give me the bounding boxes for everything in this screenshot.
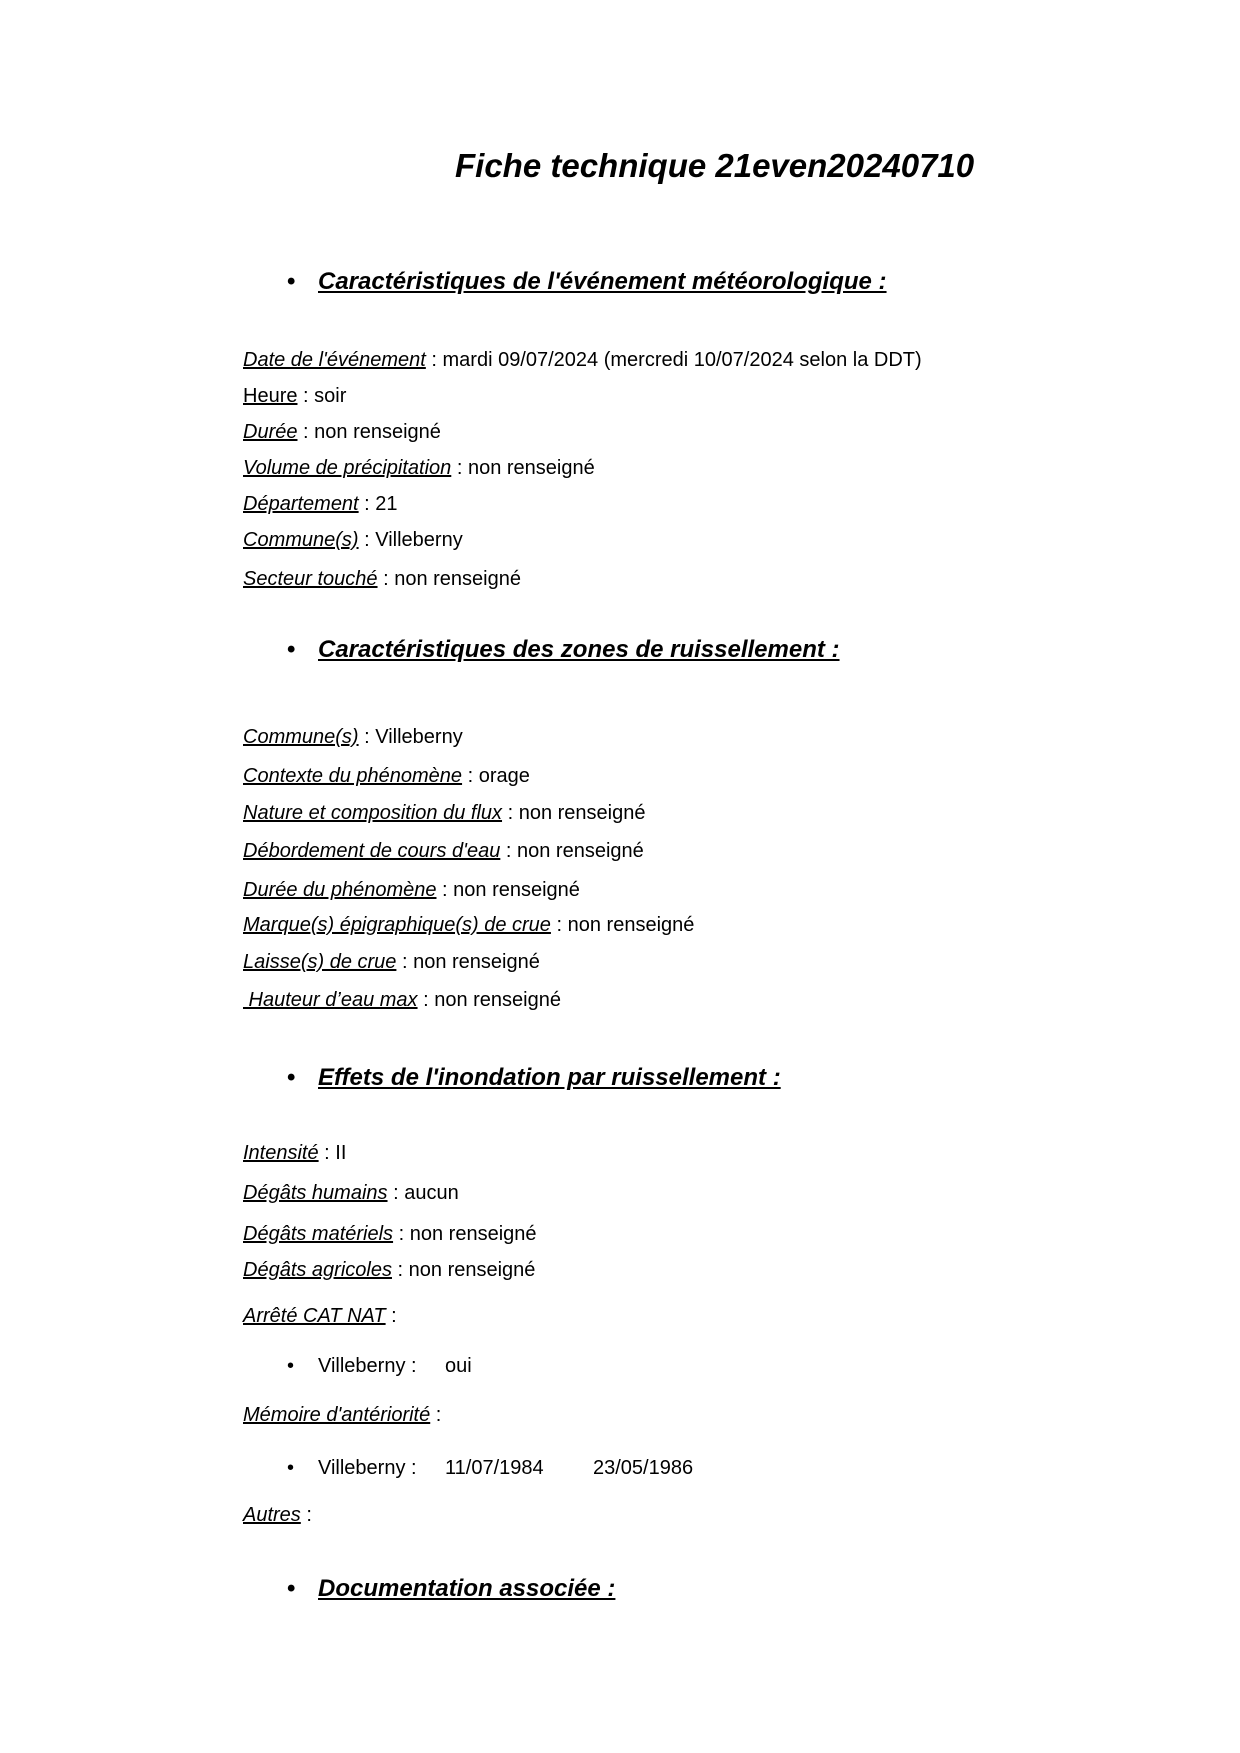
bullet: • [287, 1457, 295, 1479]
bullet: • [287, 636, 296, 663]
field-secteur: Secteur touché : non renseigné [243, 568, 521, 590]
field-communes: Commune(s) : Villeberny [243, 529, 463, 551]
field-memoire: Mémoire d'antériorité : [243, 1404, 442, 1426]
field-duree: Durée : non renseigné [243, 421, 441, 443]
field-communes-zone: Commune(s) : Villeberny [243, 726, 463, 748]
bullet: • [287, 268, 296, 295]
field-catnat: Arrêté CAT NAT : [243, 1305, 397, 1327]
field-date: Date de l'événement : mardi 09/07/2024 (mercredi 10/07/2024 selon la DDT) [243, 349, 922, 371]
catnat-item: • Villeberny : oui [287, 1355, 472, 1377]
memoire-item: • Villeberny : 11/07/1984 23/05/1986 [287, 1457, 694, 1479]
section-heading-effects: • Effets de l'inondation par ruissellement : [287, 1062, 781, 1094]
field-departement: Département : 21 [243, 493, 398, 515]
bullet: • [287, 1575, 296, 1602]
bullet: • [287, 1064, 296, 1091]
section-heading-zones: • Caractéristiques des zones de ruissellement : [287, 634, 840, 666]
section-heading-event: • Caractéristiques de l'événement météorologique : [287, 266, 887, 298]
field-degats-materiels: Dégâts matériels : non renseigné [243, 1223, 537, 1245]
field-contexte: Contexte du phénomène : orage [243, 765, 530, 787]
bullet: • [287, 1355, 295, 1377]
field-nature: Nature et composition du flux : non renseigné [243, 802, 646, 824]
field-laisses: Laisse(s) de crue : non renseigné [243, 951, 540, 973]
field-hauteur: Hauteur d’eau max : non renseigné [243, 989, 561, 1011]
field-degats-agricoles: Dégâts agricoles : non renseigné [243, 1259, 536, 1281]
field-volume: Volume de précipitation : non renseigné [243, 457, 595, 479]
field-degats-humains: Dégâts humains : aucun [243, 1182, 459, 1204]
field-debordement: Débordement de cours d'eau : non renseigné [243, 840, 644, 862]
field-heure: Heure : soir [243, 385, 347, 407]
field-intensite: Intensité : II [243, 1142, 347, 1164]
field-marques: Marque(s) épigraphique(s) de crue : non renseigné [243, 914, 695, 936]
field-duree-phenomene: Durée du phénomène : non renseigné [243, 879, 580, 901]
document-title: Fiche technique 21even20240710 [455, 147, 975, 184]
section-heading-documentation: • Documentation associée : [287, 1573, 615, 1605]
field-autres: Autres : [243, 1504, 312, 1526]
